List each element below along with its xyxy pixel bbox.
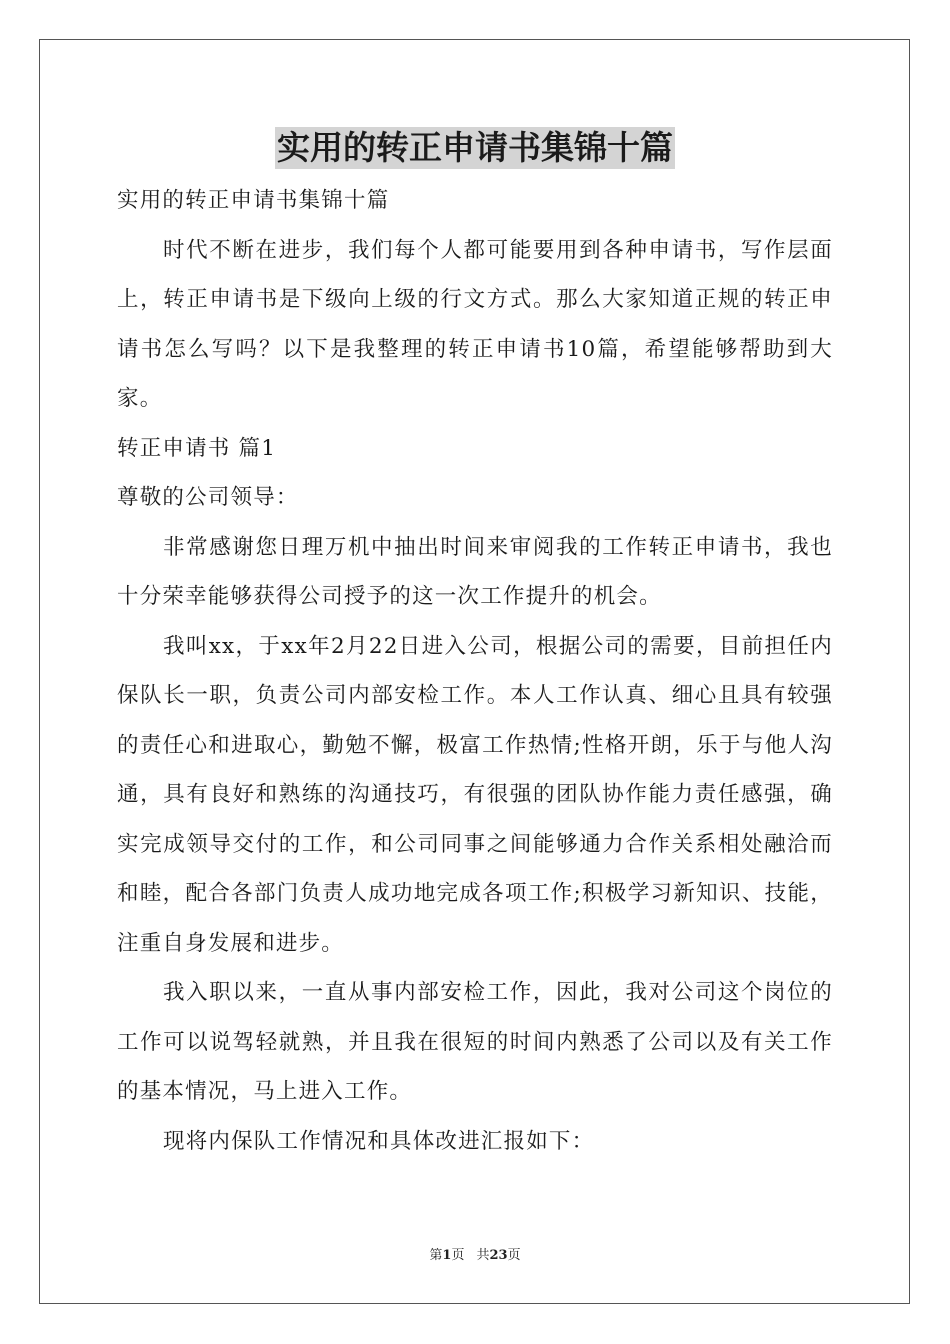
paragraph: 我叫xx，于xx年2月22日进入公司，根据公司的需要，目前担任内保队长一职，负责公司内部安检工作。本人工作认真、细心且具有较强的责任心和进取心，勤勉不懈，极富工作热情;性格开朗，乐于与他人沟通，具有良好和熟练的沟通技巧，有很强的团队协作能力责任感强，确实完成领导交付的工作，和公司同事之间能够通力合作关系相处融洽而和睦，配合各部门负责人成功地完成各项工作;积极学习新知识、技能，注重自身发展和进步。 <box>117 633 833 956</box>
total-suffix: 页 <box>507 1248 521 1263</box>
paragraph: 实用的转正申请书集锦十篇 <box>117 188 390 213</box>
section-heading: 转正申请书 篇1 <box>117 435 277 461</box>
document-body <box>117 176 833 1166</box>
paragraph: 我入职以来，一直从事内部安检工作，因此，我对公司这个岗位的工作可以说驾轻就熟，并且我在很短的时间内熟悉了公司以及有关工作的基本情况，马上进入工作。 <box>117 980 833 1104</box>
page-current: 1 <box>442 1248 452 1263</box>
title-container <box>0 127 950 169</box>
document-title: 实用的转正申请书集锦十篇 <box>277 128 673 167</box>
page-total: 23 <box>489 1248 508 1263</box>
paragraph: 现将内保队工作情况和具体改进汇报如下： <box>163 1128 595 1154</box>
page-suffix: 页 <box>451 1248 465 1263</box>
paragraph: 时代不断在进步，我们每个人都可能要用到各种申请书，写作层面上，转正申请书是下级向上级的行文方式。那么大家知道正规的转正申请书怎么写吗？以下是我整理的转正申请书10篇，希望能够帮助到大家。 <box>117 237 833 411</box>
paragraph: 非常感谢您日理万机中抽出时间来审阅我的工作转正申请书，我也十分荣幸能够获得公司授予的这一次工作提升的机会。 <box>117 534 833 609</box>
page-footer <box>0 1248 950 1264</box>
total-prefix: 共 <box>476 1248 490 1263</box>
page-prefix: 第 <box>429 1248 443 1263</box>
salutation: 尊敬的公司领导： <box>117 485 299 510</box>
